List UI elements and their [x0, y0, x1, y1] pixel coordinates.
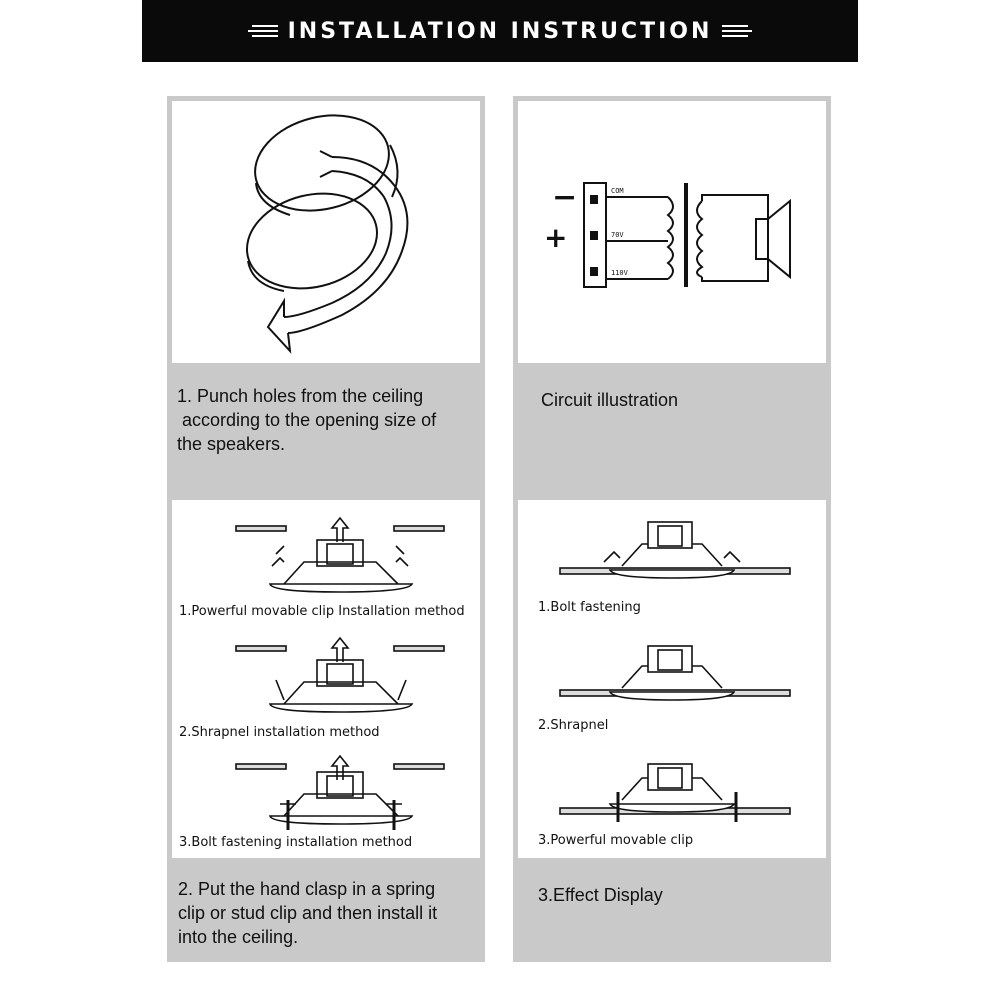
method-label-1: 1.Powerful movable clip Installation method [179, 604, 465, 619]
plus-sign: + [544, 221, 568, 254]
method-label-3: 3.Bolt fastening installation method [179, 835, 413, 850]
effects-illustration-card [518, 500, 826, 858]
effect-label-2: 2.Shrapnel [538, 718, 609, 733]
methods-diagrams [172, 500, 480, 858]
methods-panel [167, 500, 485, 962]
rotate-arrow-icon [172, 101, 480, 363]
effect-label-3: 3.Powerful movable clip [538, 833, 694, 848]
clip-effect-diagram [560, 764, 790, 822]
step1-panel [167, 96, 485, 500]
methods-caption: 2. Put the hand clasp in a spring clip or stud clip and then install it into the ceiling. [178, 879, 438, 947]
circuit-diagram [518, 101, 826, 363]
effects-caption: 3.Effect Display [538, 885, 663, 905]
step1-illustration-card [172, 101, 480, 363]
effect-label-1: 1.Bolt fastening [538, 600, 641, 615]
bolt-method-diagram [236, 756, 444, 830]
tap-label-70v: 70V [611, 231, 624, 239]
transformer-primary [668, 197, 673, 279]
circuit-illustration-card [518, 101, 826, 363]
shrapnel-effect-diagram [560, 646, 790, 700]
decor-lines-left [248, 25, 278, 37]
tap-label-110v: 110V [611, 269, 628, 277]
shrapnel-method-diagram [236, 638, 444, 712]
minus-sign: − [552, 180, 578, 215]
step1-caption: 1. Punch holes from the ceiling according to the opening size of the speakers. [177, 386, 437, 454]
circuit-caption: Circuit illustration [541, 390, 679, 410]
circuit-panel [513, 96, 831, 500]
effects-diagrams [518, 500, 826, 858]
header-banner [142, 0, 858, 62]
bolt-effect-diagram [560, 522, 790, 578]
clip-method-diagram [236, 518, 444, 592]
decor-lines-right [722, 25, 752, 37]
method-label-2: 2.Shrapnel installation method [179, 725, 380, 740]
page-title: INSTALLATION INSTRUCTION [287, 18, 713, 44]
transformer-secondary [697, 201, 702, 277]
tap-label-com: COM [611, 187, 624, 195]
speaker-magnet [756, 219, 768, 259]
speaker-cone [768, 201, 790, 277]
methods-illustration-card [172, 500, 480, 858]
effects-panel [513, 500, 831, 962]
